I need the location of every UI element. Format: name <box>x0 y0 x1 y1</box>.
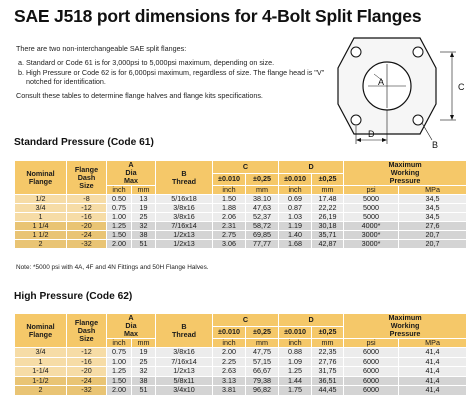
flange-port-diagram <box>336 34 468 150</box>
cell-dash-size: -16 <box>67 357 107 367</box>
cell-a-mm: 13 <box>132 195 156 204</box>
cell-d-inch: 1.19 <box>279 222 312 231</box>
diagram-label-d: D <box>368 129 375 139</box>
cell-mpa: 34,5 <box>399 204 467 213</box>
cell-d-inch: 1.03 <box>279 213 312 222</box>
cell-d-inch: 0.88 <box>279 348 312 358</box>
cell-c-mm: 47,75 <box>246 348 279 358</box>
cell-nominal-flange: 1 1/4 <box>15 222 67 231</box>
cell-dash-size: -24 <box>67 376 107 386</box>
table-row <box>15 386 467 396</box>
table-row <box>15 222 467 231</box>
cell-nominal-flange: 3/4 <box>15 204 67 213</box>
cell-dash-size: -12 <box>67 204 107 213</box>
cell-a-inch: 1.00 <box>107 357 132 367</box>
cell-a-inch: 0.75 <box>107 204 132 213</box>
cell-c-inch: 2.06 <box>213 213 246 222</box>
cell-mpa: 34,5 <box>399 213 467 222</box>
cell-psi: 3000* <box>344 231 399 240</box>
code61-note: Note: *5000 psi with 4A, 4F and 4N Fittings and 50H Flange Halves. <box>16 264 209 271</box>
header-c-mm: mm <box>246 186 279 195</box>
cell-dash-size: -32 <box>67 386 107 396</box>
header-mpa: MPa <box>399 186 467 195</box>
header-d-inch: inch <box>279 339 312 348</box>
cell-nominal-flange: 1 <box>15 357 67 367</box>
bolt-hole-top-left <box>351 47 361 57</box>
header-c-tol-mm: ±0,25 <box>246 173 279 186</box>
cell-a-inch: 2.00 <box>107 240 132 249</box>
intro-item-b: b. High Pressure or Code 62 is for 6,000psi maximum, regardless of size. The flange head is "V" notched for identification. <box>18 67 325 86</box>
header-d-tol-mm: ±0,25 <box>312 173 344 186</box>
diagram-label-c: C <box>458 82 465 92</box>
cell-a-inch: 2.00 <box>107 386 132 396</box>
header-c: C <box>213 314 279 327</box>
cell-c-mm: 58,72 <box>246 222 279 231</box>
cell-c-inch: 1.88 <box>213 204 246 213</box>
cell-nominal-flange: 2 <box>15 240 67 249</box>
cell-mpa: 41,4 <box>399 357 467 367</box>
cell-c-inch: 1.50 <box>213 195 246 204</box>
cell-d-mm: 27,76 <box>312 357 344 367</box>
cell-b-thread: 7/16x14 <box>156 357 213 367</box>
cell-c-inch: 2.75 <box>213 231 246 240</box>
page-title: SAE J518 port dimensions for 4-Bolt Split Flanges <box>14 6 422 26</box>
cell-psi: 6000 <box>344 357 399 367</box>
cell-c-inch: 3.81 <box>213 386 246 396</box>
cell-a-mm: 32 <box>132 367 156 377</box>
cell-b-thread: 1/2x13 <box>156 240 213 249</box>
header-c-tol-inch: ±0.010 <box>213 173 246 186</box>
table-row <box>15 240 467 249</box>
cell-a-inch: 1.50 <box>107 231 132 240</box>
cell-d-mm: 30,18 <box>312 222 344 231</box>
cell-a-mm: 51 <box>132 240 156 249</box>
cell-mpa: 41,4 <box>399 367 467 377</box>
cell-mpa: 20,7 <box>399 240 467 249</box>
intro-text <box>16 44 334 100</box>
header-a-mm: mm <box>132 186 156 195</box>
code62-title: High Pressure (Code 62) <box>14 291 133 302</box>
header-a-dia-max: A Dia Max <box>107 314 156 339</box>
diagram-label-b: B <box>432 140 439 150</box>
cell-mpa: 20,7 <box>399 231 467 240</box>
header-a-dia-max: A Dia Max <box>107 161 156 186</box>
cell-mpa: 41,4 <box>399 386 467 396</box>
cell-a-mm: 25 <box>132 357 156 367</box>
header-b-thread: B Thread <box>156 314 213 348</box>
header-d-tol-inch: ±0.010 <box>279 326 312 339</box>
table-row <box>15 204 467 213</box>
table-row <box>15 357 467 367</box>
bolt-hole-bottom-right <box>413 115 423 125</box>
cell-b-thread: 3/4x10 <box>156 386 213 396</box>
cell-psi: 3000* <box>344 240 399 249</box>
header-c-tol-mm: ±0,25 <box>246 326 279 339</box>
cell-dash-size: -8 <box>67 195 107 204</box>
cell-d-mm: 35,71 <box>312 231 344 240</box>
cell-d-mm: 44,45 <box>312 386 344 396</box>
cell-b-thread: 3/8x16 <box>156 348 213 358</box>
cell-b-thread: 3/8x16 <box>156 204 213 213</box>
cell-a-inch: 1.00 <box>107 213 132 222</box>
cell-mpa: 34,5 <box>399 195 467 204</box>
table-row <box>15 367 467 377</box>
bolt-hole-top-right <box>413 47 423 57</box>
cell-psi: 6000 <box>344 376 399 386</box>
cell-psi: 6000 <box>344 348 399 358</box>
cell-a-inch: 0.50 <box>107 195 132 204</box>
table-row <box>15 231 467 240</box>
cell-a-mm: 19 <box>132 204 156 213</box>
cell-a-inch: 1.25 <box>107 367 132 377</box>
header-b-thread: B Thread <box>156 161 213 195</box>
cell-d-mm: 22,35 <box>312 348 344 358</box>
cell-d-mm: 26,19 <box>312 213 344 222</box>
header-d: D <box>279 314 344 327</box>
cell-a-inch: 0.75 <box>107 348 132 358</box>
cell-b-thread: 3/8x16 <box>156 213 213 222</box>
cell-c-mm: 52,37 <box>246 213 279 222</box>
cell-nominal-flange: 3/4 <box>15 348 67 358</box>
cell-d-inch: 0.69 <box>279 195 312 204</box>
cell-psi: 6000 <box>344 386 399 396</box>
cell-nominal-flange: 1-1/2 <box>15 376 67 386</box>
table-row <box>15 348 467 358</box>
cell-c-inch: 2.63 <box>213 367 246 377</box>
cell-mpa: 41,4 <box>399 348 467 358</box>
header-d-mm: mm <box>312 186 344 195</box>
header-c-tol-inch: ±0.010 <box>213 326 246 339</box>
cell-c-mm: 47,63 <box>246 204 279 213</box>
cell-d-inch: 1.44 <box>279 376 312 386</box>
cell-c-inch: 3.13 <box>213 376 246 386</box>
cell-mpa: 27,6 <box>399 222 467 231</box>
cell-psi: 6000 <box>344 367 399 377</box>
cell-a-inch: 1.25 <box>107 222 132 231</box>
cell-dash-size: -16 <box>67 213 107 222</box>
cell-a-mm: 19 <box>132 348 156 358</box>
cell-mpa: 41,4 <box>399 376 467 386</box>
cell-d-inch: 1.40 <box>279 231 312 240</box>
header-c-inch: inch <box>213 339 246 348</box>
intro-closing: Consult these tables to determine flange halves and flange kits specifications. <box>16 91 263 101</box>
bolt-hole-bottom-left <box>351 115 361 125</box>
cell-b-thread: 1/2x13 <box>156 367 213 377</box>
header-d: D <box>279 161 344 174</box>
cell-d-inch: 1.25 <box>279 367 312 377</box>
cell-d-mm: 22,22 <box>312 204 344 213</box>
header-nominal-flange: Nominal Flange <box>15 161 67 195</box>
cell-c-inch: 2.00 <box>213 348 246 358</box>
cell-a-inch: 1.50 <box>107 376 132 386</box>
header-c: C <box>213 161 279 174</box>
cell-d-mm: 36,51 <box>312 376 344 386</box>
cell-d-inch: 1.09 <box>279 357 312 367</box>
cell-nominal-flange: 2 <box>15 386 67 396</box>
cell-psi: 5000 <box>344 204 399 213</box>
cell-b-thread: 7/16x14 <box>156 222 213 231</box>
header-a-mm: mm <box>132 339 156 348</box>
cell-psi: 4000* <box>344 222 399 231</box>
header-d-tol-mm: ±0,25 <box>312 326 344 339</box>
intro-lead: There are two non-interchangeable SAE split flanges: <box>16 44 187 53</box>
cell-nominal-flange: 1/2 <box>15 195 67 204</box>
cell-dash-size: -20 <box>67 222 107 231</box>
header-psi: psi <box>344 339 399 348</box>
cell-c-mm: 79,38 <box>246 376 279 386</box>
header-max-working-pressure: Maximum Working Pressure <box>344 161 467 186</box>
cell-d-inch: 1.75 <box>279 386 312 396</box>
cell-dash-size: -20 <box>67 367 107 377</box>
cell-b-thread: 5/8x11 <box>156 376 213 386</box>
cell-c-mm: 66,67 <box>246 367 279 377</box>
cell-c-mm: 57,15 <box>246 357 279 367</box>
cell-dash-size: -24 <box>67 231 107 240</box>
cell-nominal-flange: 1 1/2 <box>15 231 67 240</box>
cell-psi: 5000 <box>344 213 399 222</box>
cell-nominal-flange: 1 <box>15 213 67 222</box>
cell-psi: 5000 <box>344 195 399 204</box>
cell-c-mm: 96,82 <box>246 386 279 396</box>
header-a-inch: inch <box>107 339 132 348</box>
cell-b-thread: 5/16x18 <box>156 195 213 204</box>
cell-a-mm: 25 <box>132 213 156 222</box>
header-max-working-pressure: Maximum Working Pressure <box>344 314 467 339</box>
code61-title: Standard Pressure (Code 61) <box>14 137 154 148</box>
cell-c-inch: 2.25 <box>213 357 246 367</box>
header-flange-dash-size: Flange Dash Size <box>67 314 107 348</box>
diagram-label-a: A <box>378 77 385 87</box>
intro-item-a: a. Standard or Code 61 is for 3,000psi to 5,000psi maximum, depending on size. <box>18 58 275 68</box>
header-flange-dash-size: Flange Dash Size <box>67 161 107 195</box>
cell-c-mm: 69,85 <box>246 231 279 240</box>
cell-d-mm: 42,87 <box>312 240 344 249</box>
cell-dash-size: -12 <box>67 348 107 358</box>
header-d-inch: inch <box>279 186 312 195</box>
cell-c-mm: 77,77 <box>246 240 279 249</box>
table-row <box>15 195 467 204</box>
cell-c-inch: 2.31 <box>213 222 246 231</box>
header-mpa: MPa <box>399 339 467 348</box>
header-nominal-flange: Nominal Flange <box>15 314 67 348</box>
cell-d-mm: 31,75 <box>312 367 344 377</box>
cell-dash-size: -32 <box>67 240 107 249</box>
cell-a-mm: 38 <box>132 231 156 240</box>
cell-c-inch: 3.06 <box>213 240 246 249</box>
cell-b-thread: 1/2x13 <box>156 231 213 240</box>
cell-a-mm: 51 <box>132 386 156 396</box>
cell-a-mm: 38 <box>132 376 156 386</box>
cell-d-inch: 1.68 <box>279 240 312 249</box>
header-d-tol-inch: ±0.010 <box>279 173 312 186</box>
cell-d-inch: 0.87 <box>279 204 312 213</box>
header-a-inch: inch <box>107 186 132 195</box>
header-c-inch: inch <box>213 186 246 195</box>
header-c-mm: mm <box>246 339 279 348</box>
cell-d-mm: 17.48 <box>312 195 344 204</box>
header-d-mm: mm <box>312 339 344 348</box>
code62-table <box>14 313 467 396</box>
table-row <box>15 376 467 386</box>
cell-c-mm: 38.10 <box>246 195 279 204</box>
header-psi: psi <box>344 186 399 195</box>
cell-nominal-flange: 1-1/4 <box>15 367 67 377</box>
code61-table <box>14 160 467 249</box>
cell-a-mm: 32 <box>132 222 156 231</box>
table-row <box>15 213 467 222</box>
